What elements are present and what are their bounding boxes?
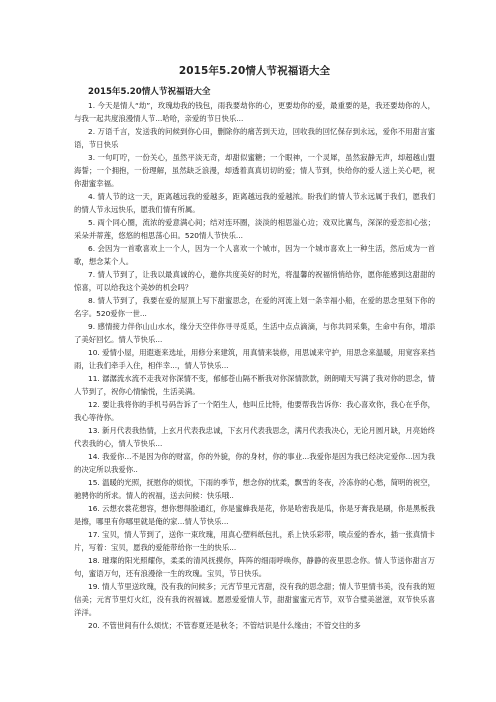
paragraph: 20. 不管世间有什么烦忧；不管春夏还是秋冬；不管结识是什么缘由；不管交往的多 xyxy=(88,621,361,630)
page-title: 2015年5.20情人节祝福语大全 xyxy=(178,65,331,77)
paragraph: 15. 温暖的光照，抚慰你的烦忧，下雨的季节，想念你的忧柔，飘雪的冬夜，冷冻你的心愁，简明的祝空，驰骋你的所求。情人的祝福，送去问候：快乐哦.. xyxy=(74,478,435,500)
paragraph: 10. 爱情小屋，用遐逝来选址，用修分来建筑，用真情来装修，用思诚来守护，用思念来温暖，用宽容来挡雨，让我们牵手入住，相伴幸...，情人节快乐... xyxy=(74,348,435,370)
paragraph: 18. 璀璨的阳光照耀你，柔柔的清风抚摸你，阵阵的细雨呼唤你，静静的夜里思念你。情人节送你甜言万句，蜜语万句，还有浪漫徐一生的玫瑰。宝贝，节日快乐。 xyxy=(74,556,435,578)
paragraph: 4. 情人节的这一天，距离越远我的爱越多，距离越远我的爱越浓。盼我们的情人节永远属于我们，愿我们的情人节永远快乐，愿我们情有所属。 xyxy=(74,192,435,214)
paragraph: 5. 両个同心圈，流浓的爱意满心间；结对连环圈，淡淡的相思溢心边；戏双比翼鸟，深深的爱恋扣心弦；采朵并蒂莲，悠悠的相思荡心田。520情人节快乐... xyxy=(74,218,435,240)
paragraph: 19. 情人节里送玫瑰，没有我的问候多；元宵节里元宵甜，没有我的思念甜；情人节里情书美，没有我的短信美；元宵节里灯火红，没有我的祝福诚。愿恩爱爱情人节，甜甜蜜蜜元宵节，双节合璧美滋滋，双节快乐喜洋洋。 xyxy=(74,582,435,617)
paragraph: 1. 今天是情人“劫”，玫瑰劫我的钱包，雨我要劫你的心，更要劫你的爱，最重要的是，我还要劫你的人，与我一起共度浪漫情人节...哈哈，亲爱的节日快乐... xyxy=(74,101,435,123)
paragraph: 7. 情人节到了，让我以最真诚的心，邀你共度美好的时光，将温馨的祝福悄悄给你，愿你能感到这甜甜的惊喜，可以给我这个美妙的机会吗？ xyxy=(74,270,435,292)
paragraph: 8. 情人节到了，我要在爱的屋頂上写下甜蜜思念，在爱的河流上划一条幸福小船，在爱的思念里刻下你的名字。520爱你一世... xyxy=(74,296,435,318)
paragraph: 16. 云想衣裳花想容，想你想得脸通红，你是蜜蜂我是花，你是哈密我是瓜，你是牙膏我是刷，你是黑板我是擦，哪里有你哪里就是俺的家...情人节快乐... xyxy=(74,504,435,526)
paragraph: 14. 我爱你...不是因为你的财富，你的外貌，你的身材，你的事业...我爱你是因为我已经决定爱你...因为我的决定所以我爱你.. xyxy=(74,452,435,474)
paragraph: 17. 宝贝，情人节到了，送你一束玫瑰，用真心塑料纸包扎，系上快乐彩带，喷点爱的香水，插一张真情卡片，写着：宝贝，愿我的爱能带给你一生的快乐... xyxy=(74,530,435,552)
section-heading: 2015年5.20情人节祝福语大全 xyxy=(88,87,211,97)
body-content xyxy=(74,99,435,632)
paragraph: 13. 新月代表我热情，上玄月代表我忠诚，下玄月代表我思念，满月代表我决心，无论月圆月缺，月亮始终代表我的心，情人节快乐... xyxy=(74,426,435,448)
paragraph: 3. 一句叮咛，一份关心，虽然平淡无奇，却甜似蜜糖；一个眼神，一个灵犀，虽然寂静无声，却超越山盟海誓；一个拥抱，一份理解，虽然缺乏浪漫，却透着真真切切的爱；情人节到，快给你的爱人送上关心吧，祝你甜蜜幸福。 xyxy=(74,153,435,188)
paragraph: 11. 潺潺流水流不走我对你深情不变，郁郁苍山隔不断我对你深情款款，朗朗晴天写满了我对你的思念，情人节到了，祝你心情愉悦，生活美满。 xyxy=(74,374,435,396)
paragraph: 6. 会因为一首歌喜欢上一个人，因为一个人喜欢一个城市，因为一个城市喜欢上一种生活，然后成为一首歌，想念某个人。 xyxy=(74,244,435,266)
paragraph: 2. 万语千言，发送我的问候到你心田，删除你的痛苦到天边，回收我的回忆保存到永远，爱你不用甜言蜜语，节日快乐 xyxy=(74,127,435,149)
paragraph: 12. 要让我将你的手机号码告诉了一个陌生人，他叫丘比特，他要帮我告诉你：我心喜欢你，我心在乎你，我心等待你。 xyxy=(74,400,435,422)
paragraph: 9. 感情接力伴你山山水水，缘分天空伴你寻寻觅觅，生活中点点滴滴，与你共同采集，生命中有你，增添了美好回忆。情人节快乐... xyxy=(74,322,435,344)
